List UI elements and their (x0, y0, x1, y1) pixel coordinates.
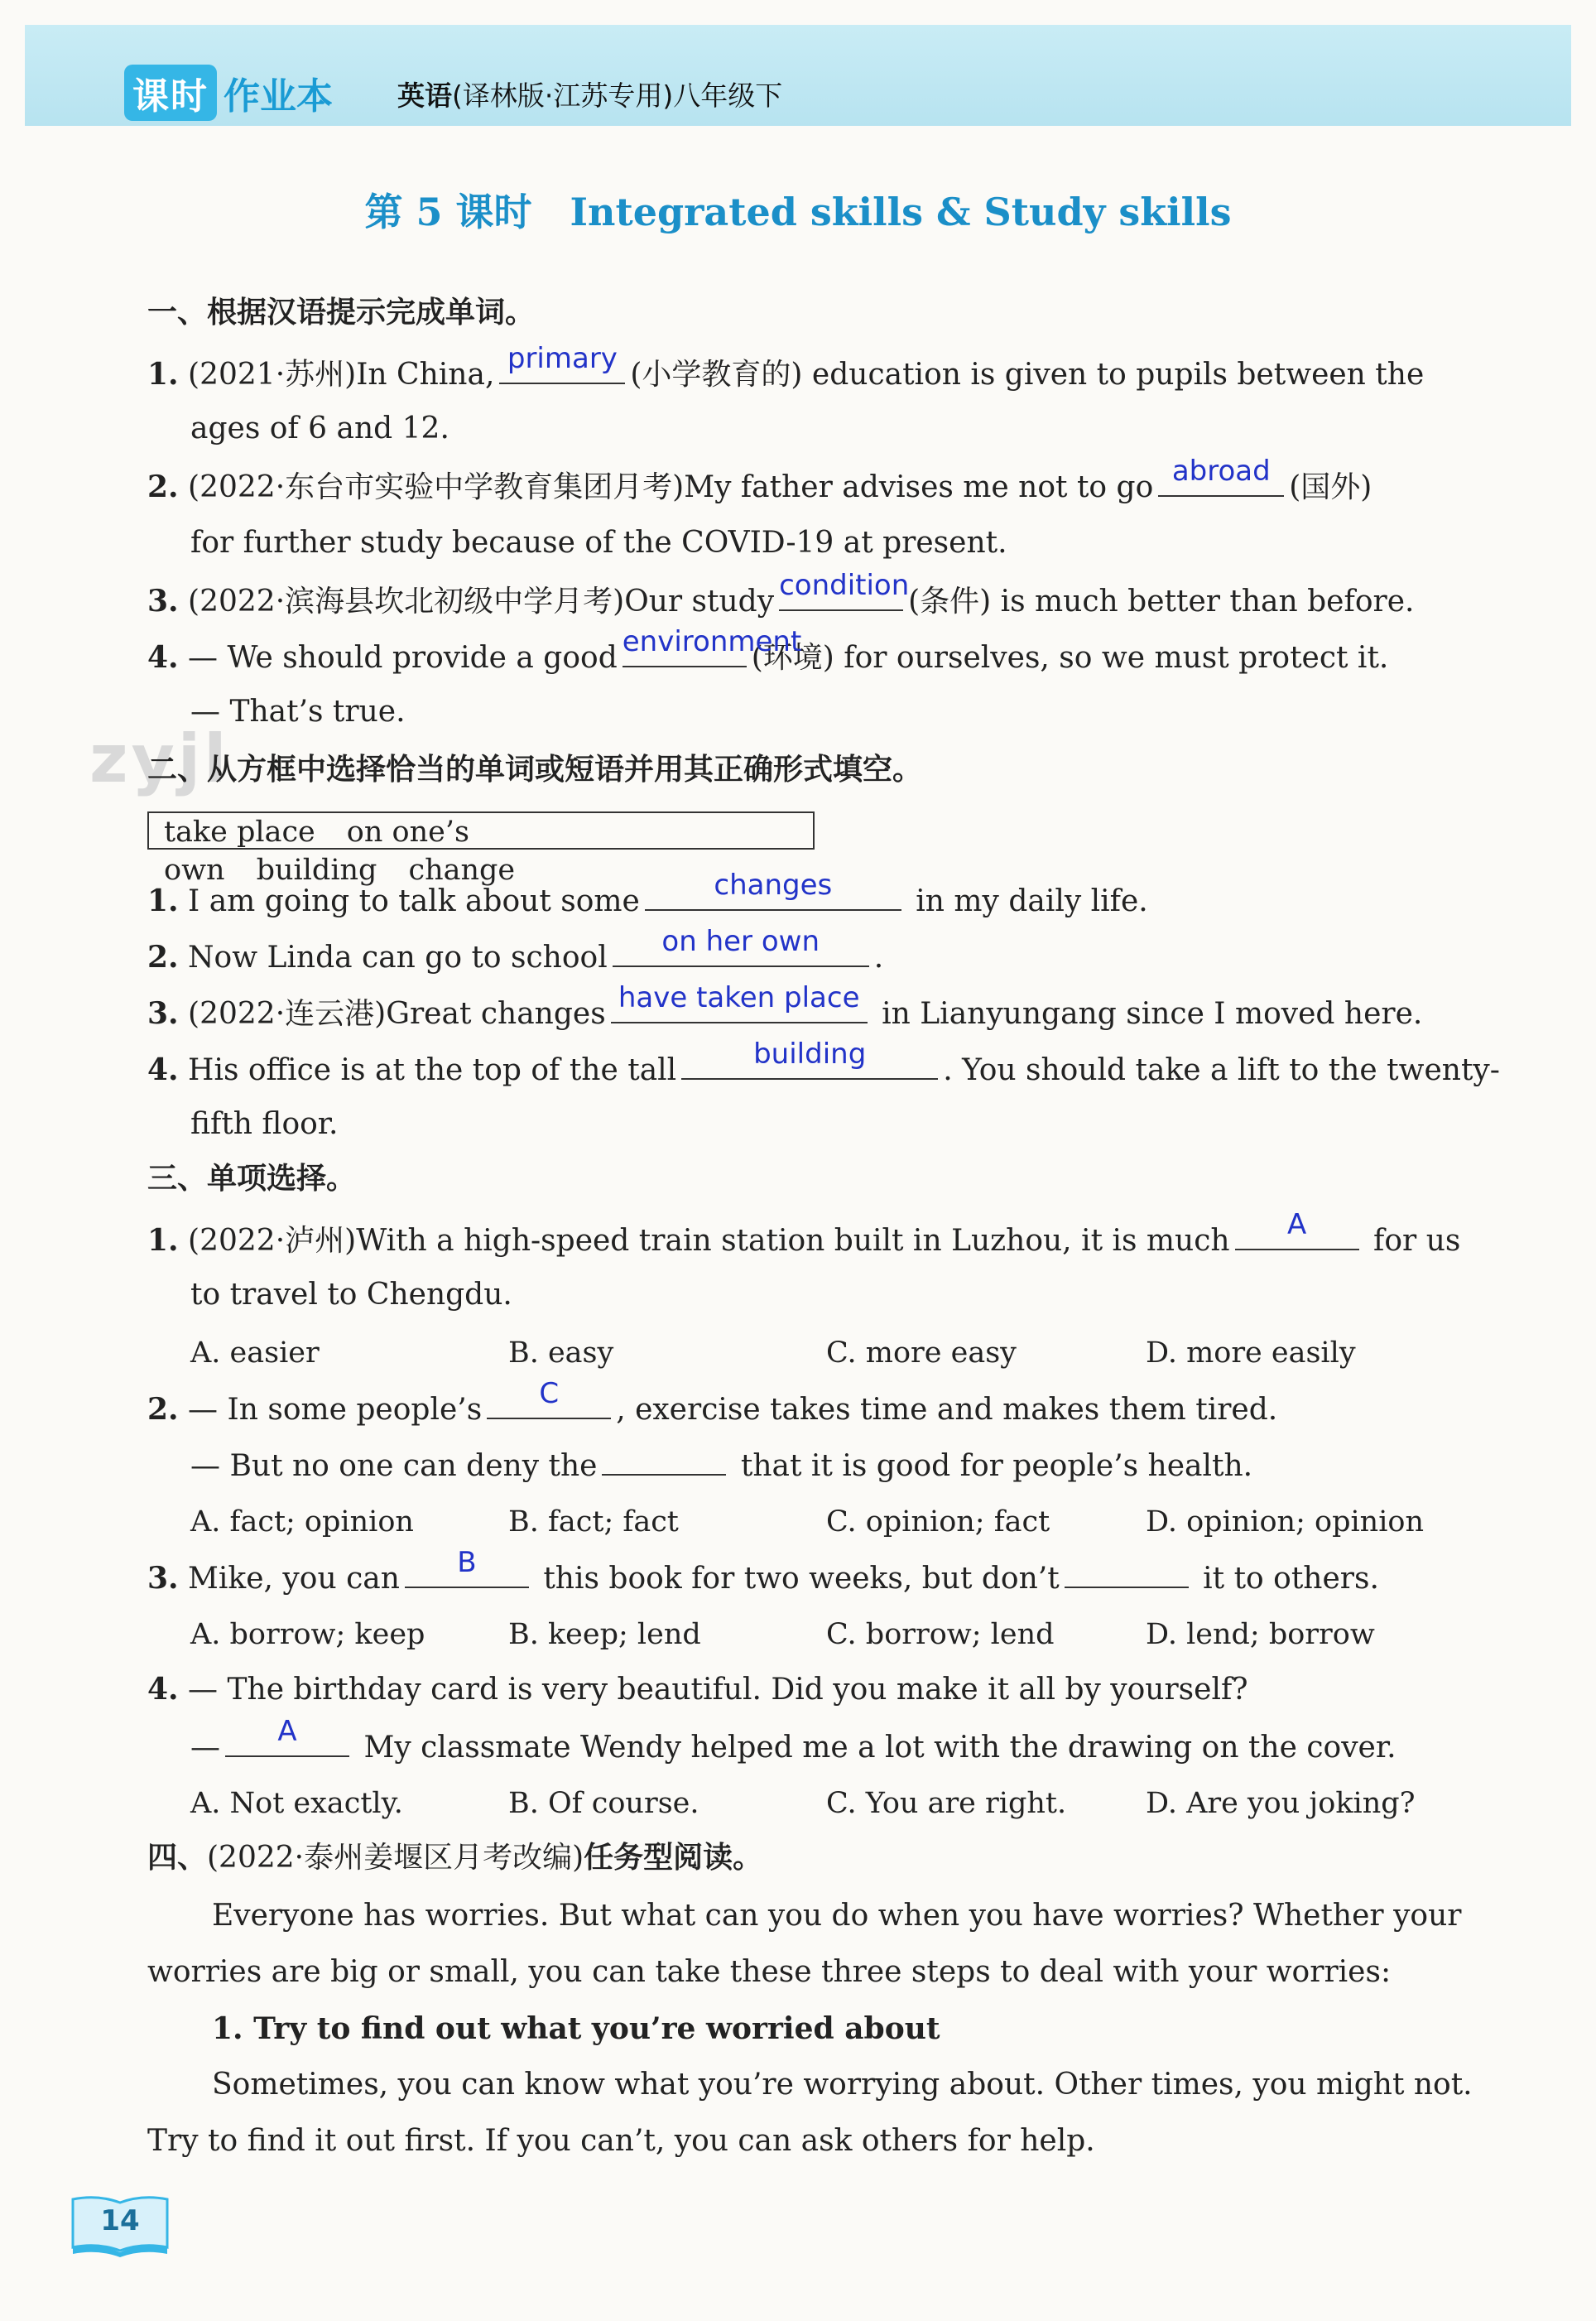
paragraph1-line1: Everyone has worries. But what can you do when you have worries? Whether your (212, 1899, 1462, 1933)
s1-q1: 1. (2021·苏州)In China, primary (小学教育的) education is given to pupils between the (147, 342, 1425, 392)
s3-q2: 2. — In some people’s C , exercise takes time and makes them tired. (147, 1377, 1278, 1427)
step1-heading: 1. Try to find out what you’re worried about (212, 2011, 940, 2046)
paragraph1-line2: worries are big or small, you can take these three steps to deal with your worries: (147, 1955, 1392, 1989)
s2-q4-line2: fifth floor. (190, 1107, 339, 1141)
answer-blank: abroad (1158, 470, 1284, 497)
option-d: D. Are you joking? (1146, 1787, 1416, 1820)
option-d: D. opinion; opinion (1146, 1505, 1425, 1539)
option-b: B. Of course. (508, 1787, 699, 1820)
s3-q1-line2: to travel to Chengdu. (190, 1278, 512, 1312)
s3-q1: 1. (2022·泸州)With a high-speed train station built in Luzhou, it is much A for us (147, 1208, 1461, 1258)
watermark: zyjl (89, 720, 230, 797)
section4-title: 四、(2022·泰州姜堰区月考改编)任务型阅读。 (147, 1841, 763, 1875)
answer-blank: A (1235, 1224, 1359, 1250)
page-number-badge (70, 2193, 171, 2257)
paragraph2-line1: Sometimes, you can know what you’re worrying about. Other times, you might not. (212, 2068, 1473, 2102)
option-a: A. easier (190, 1336, 320, 1370)
answer-blank: C (487, 1393, 611, 1419)
s1-q2: 2. (2022·东台市实验中学教育集团月考)My father advises me not to go abroad (国外) (147, 455, 1372, 504)
option-c: C. more easy (826, 1336, 1017, 1370)
s1-q1-line2: ages of 6 and 12. (190, 412, 449, 445)
s2-q2: 2. Now Linda can go to school on her own . (147, 925, 884, 975)
answer-blank (602, 1449, 726, 1476)
s3-q3: 3. Mike, you can B this book for two weeks, but don’t it to others. (147, 1546, 1379, 1596)
word-box: take place on one’s own building change (147, 811, 815, 850)
option-d: D. lend; borrow (1146, 1618, 1375, 1651)
answer-blank: primary (499, 358, 625, 384)
paragraph2-line2: Try to find it out first. If you can’t, you can ask others for help. (147, 2124, 1095, 2158)
answer-blank: A (225, 1731, 349, 1757)
s1-q4-line2: — That’s true. (190, 695, 406, 729)
answer-blank: environment (623, 641, 747, 667)
page-number: 14 (100, 2204, 140, 2237)
s3-q4-line2: — A My classmate Wendy helped me a lot with the drawing on the cover. (190, 1715, 1396, 1765)
section1-title: 一、根据汉语提示完成单词。 (147, 296, 536, 330)
answer-blank: changes (645, 884, 901, 911)
lesson-title: 第 5 课时 Integrated skills & Study skills (364, 190, 1232, 234)
option-b: B. keep; lend (508, 1618, 701, 1651)
option-a: A. borrow; keep (190, 1618, 425, 1651)
option-a: A. fact; opinion (190, 1505, 414, 1539)
option-c: C. borrow; lend (826, 1618, 1055, 1651)
s3-q4: 4. — The birthday card is very beautiful. Did you make it all by yourself? (147, 1672, 1248, 1707)
s1-q2-line2: for further study because of the COVID-19 at present. (190, 526, 1007, 560)
section3-title: 三、单项选择。 (147, 1162, 357, 1196)
s2-q1: 1. I am going to talk about some changes in my daily life. (147, 869, 1148, 918)
section2-title: 二、从方框中选择恰当的单词或短语并用其正确形式填空。 (147, 753, 923, 787)
book-title (397, 75, 782, 113)
logo-badge: 课时 (124, 65, 217, 121)
option-d: D. more easily (1146, 1336, 1356, 1370)
answer-blank: on her own (613, 941, 869, 967)
edition: (译林版·江苏专用)八年级下 (452, 79, 783, 112)
option-b: B. fact; fact (508, 1505, 679, 1539)
s2-q4: 4. His office is at the top of the tall building . You should take a lift to the twenty- (147, 1038, 1500, 1087)
option-c: C. You are right. (826, 1787, 1067, 1820)
s1-q3: 3. (2022·滨海县坎北初级中学月考)Our study condition (条件) is much better than before. (147, 569, 1415, 619)
answer-blank: B (405, 1562, 529, 1588)
answer-blank (1065, 1562, 1189, 1588)
logo-text: 作业本 (224, 75, 333, 118)
answer-blank: condition (779, 585, 903, 611)
s3-q2-line2: — But no one can deny the that it is good for people’s health. (190, 1449, 1253, 1483)
option-c: C. opinion; fact (826, 1505, 1050, 1539)
s2-q3: 3. (2022·连云港)Great changes have taken place in Lianyungang since I moved here. (147, 981, 1423, 1031)
s1-q4: 4. — We should provide a good environment (环境) for ourselves, so we must protect it. (147, 625, 1389, 675)
option-b: B. easy (508, 1336, 614, 1370)
option-a: A. Not exactly. (190, 1787, 403, 1820)
series-logo (124, 65, 333, 121)
answer-blank: building (681, 1053, 938, 1080)
answer-blank: have taken place (611, 997, 868, 1023)
subject: 英语 (397, 79, 452, 112)
